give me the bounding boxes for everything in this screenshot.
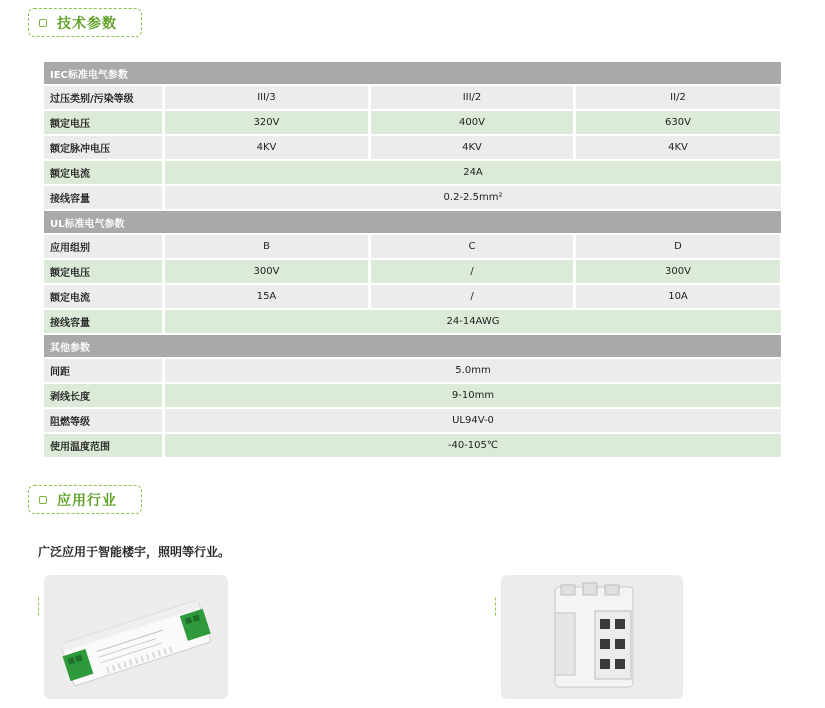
application-description: 广泛应用于智能楼宇，照明等行业。 (38, 545, 231, 559)
row-label: 剥线长度 (44, 384, 162, 407)
row-label: 阻燃等级 (44, 409, 162, 432)
table-row (44, 185, 781, 210)
product-image-driver (44, 575, 228, 699)
table-row (44, 309, 781, 334)
cell-value: III/2 (371, 86, 573, 109)
cell-value: / (371, 260, 573, 283)
cell-value: UL94V-0 (165, 409, 781, 432)
cell-value: / (371, 285, 573, 308)
section-title-application: 应用行业 (57, 492, 117, 509)
row-label: 额定脉冲电压 (44, 136, 162, 159)
cell-value: 630V (576, 111, 780, 134)
table-section-header-iec (44, 62, 781, 84)
cell-value: B (165, 235, 368, 258)
cell-value: 4KV (576, 136, 780, 159)
row-label: 额定电压 (44, 260, 162, 283)
table-section-header-other (44, 335, 781, 357)
ul-header-label: UL标准电气参数 (44, 211, 781, 233)
cell-value: 15A (165, 285, 368, 308)
table-row (44, 259, 781, 284)
table-row (44, 433, 781, 458)
cell-value: 4KV (371, 136, 573, 159)
cell-value: 4KV (165, 136, 368, 159)
cell-value: 24A (165, 161, 781, 184)
square-bullet-icon (39, 19, 47, 27)
cell-value: 300V (576, 260, 780, 283)
row-label: 应用组别 (44, 235, 162, 258)
table-row (44, 160, 781, 185)
table-row (44, 358, 781, 383)
cell-value: 9-10mm (165, 384, 781, 407)
cell-value: 320V (165, 111, 368, 134)
other-header-label: 其他参数 (44, 335, 781, 357)
cell-value: C (371, 235, 573, 258)
cell-value: II/2 (576, 86, 780, 109)
table-row (44, 110, 781, 135)
row-label: 接线容量 (44, 186, 162, 209)
table-row (44, 234, 781, 259)
row-label: 额定电流 (44, 161, 162, 184)
driver-illustration (44, 575, 228, 699)
product-image-module (501, 575, 683, 699)
module-illustration (501, 575, 683, 699)
table-row (44, 383, 781, 408)
row-label: 使用温度范围 (44, 434, 162, 457)
table-section-header-ul (44, 211, 781, 233)
row-label: 额定电压 (44, 111, 162, 134)
row-label: 接线容量 (44, 310, 162, 333)
section-title-tech-params: 技术参数 (57, 15, 117, 32)
iec-header-label: IEC标准电气参数 (44, 62, 781, 84)
section-tag-tech-params (28, 8, 142, 37)
table-row (44, 85, 781, 110)
cell-value: 10A (576, 285, 780, 308)
row-label: 间距 (44, 359, 162, 382)
cell-value: -40-105℃ (165, 434, 781, 457)
cell-value: III/3 (165, 86, 368, 109)
cell-value: 5.0mm (165, 359, 781, 382)
table-row (44, 135, 781, 160)
cell-value: D (576, 235, 780, 258)
cell-value: 300V (165, 260, 368, 283)
section-tag-application (28, 485, 142, 514)
row-label: 额定电流 (44, 285, 162, 308)
cell-value: 24-14AWG (165, 310, 781, 333)
square-bullet-icon (39, 496, 47, 504)
cell-value: 400V (371, 111, 573, 134)
table-row (44, 284, 781, 309)
cell-value: 0.2-2.5mm² (165, 186, 781, 209)
spec-table (44, 61, 781, 458)
table-row (44, 408, 781, 433)
row-label: 过压类别/污染等级 (44, 86, 162, 109)
